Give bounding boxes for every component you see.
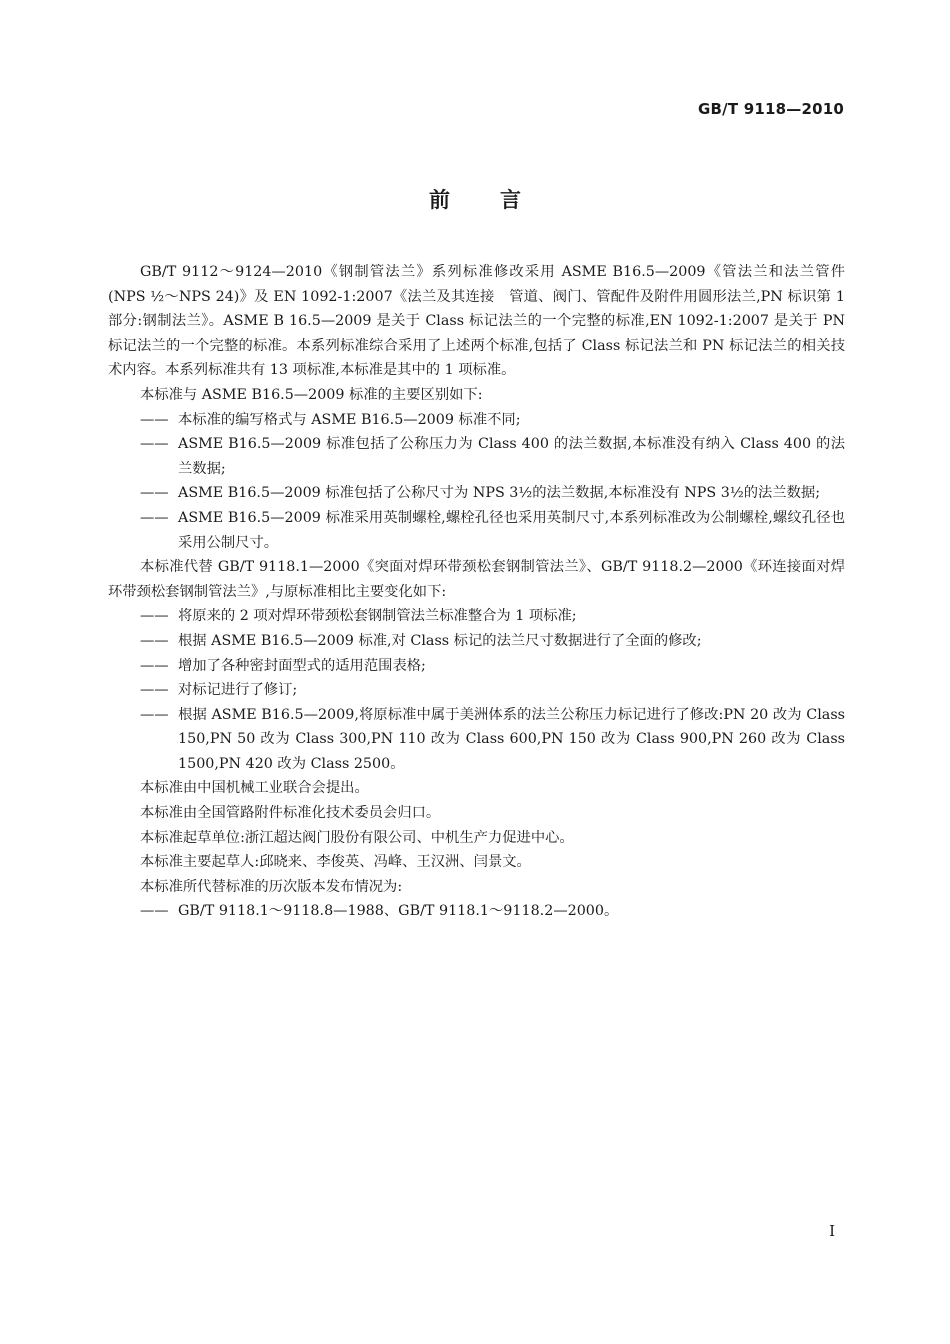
page-title: 前言 xyxy=(429,188,571,212)
dash-marker: —— xyxy=(140,632,169,649)
dash-marker: —— xyxy=(140,608,169,625)
dash-marker: —— xyxy=(140,903,169,920)
dash-marker: —— xyxy=(140,436,169,453)
changes-list xyxy=(108,604,845,776)
paragraph-drafters: 本标准主要起草人:邱晓来、李俊英、冯峰、王汉洲、闫景文。 xyxy=(140,854,531,871)
list-item: —— ASME B16.5—2009 标准包括了公称压力为 Class 400 的法兰数据,本标准没有纳入 Class 400 的法兰数据; xyxy=(140,432,845,481)
standard-code-header: GB/T 9118—2010 xyxy=(698,100,844,118)
list-item: —— 根据 ASME B16.5—2009 标准,对 Class 标记的法兰尺寸数据进行了全面的修改; xyxy=(140,629,845,654)
dash-marker: —— xyxy=(140,485,169,502)
dash-marker: —— xyxy=(140,411,169,428)
paragraph-drafting-units: 本标准起草单位:浙江超达阀门股份有限公司、中机生产力促进中心。 xyxy=(140,829,574,846)
list-item: —— 对标记进行了修订; xyxy=(140,678,845,703)
paragraph-differences: 本标准与 ASME B16.5—2009 标准的主要区别如下: xyxy=(140,386,483,403)
list-item: —— 将原来的 2 项对焊环带颈松套钢制管法兰标准整合为 1 项标准; xyxy=(140,604,845,629)
paragraph-committee: 本标准由全国管路附件标准化技术委员会归口。 xyxy=(140,805,441,822)
list-item: —— ASME B16.5—2009 标准采用英制螺栓,螺栓孔径也采用英制尺寸,本系列标准改为公制螺栓,螺纹孔径也采用公制尺寸。 xyxy=(140,506,845,555)
dash-marker: —— xyxy=(140,706,169,723)
paragraph-replacement: 本标准代替 GB/T 9118.1—2000《突面对焊环带颈松套钢制管法兰》、GB/T 9118.2—2000《环连接面对焊环带颈松套钢制管法兰》,与原标准相比主要变化如下: xyxy=(108,559,845,600)
list-item: —— ASME B16.5—2009 标准包括了公称尺寸为 NPS 3½的法兰数据,本标准没有 NPS 3½的法兰数据; xyxy=(140,481,845,506)
paragraph-history: 本标准所代替标准的历次版本发布情况为: xyxy=(140,878,403,895)
history-list xyxy=(108,899,845,924)
dash-marker: —— xyxy=(140,657,169,674)
differences-list xyxy=(108,408,845,556)
list-item: —— 本标准的编写格式与 ASME B16.5—2009 标准不同; xyxy=(140,408,845,433)
paragraph-intro: GB/T 9112～9124—2010《钢制管法兰》系列标准修改采用 ASME B16.5—2009《管法兰和法兰管件(NPS ½～NPS 24)》及 EN 1092-1:2007《法兰及其连接 管道、阀门、管配件及附件用圆形法兰,PN 标识第 1 部分:钢制法兰》。ASME B 16.5—2009 是关于 Class 标记法兰的一个完整的标准,EN 1092-1:2007 是关于 PN 标记法兰的一个完整的标准。本系列标准综合采用了上述两个标准,包括了 Class 标记法兰和 PN 标记法兰的相关技术内容。本系列标准共有 13 项标准,本标准是其中的 1 项标准。 xyxy=(108,264,845,379)
page-number: I xyxy=(829,1222,835,1240)
paragraph-proposer: 本标准由中国机械工业联合会提出。 xyxy=(140,780,369,797)
document-body xyxy=(108,260,845,924)
list-item: —— 根据 ASME B16.5—2009,将原标准中属于美洲体系的法兰公称压力标记进行了修改:PN 20 改为 Class 150,PN 50 改为 Class 300,PN 110 改为 Class 600,PN 150 改为 Class 900,PN 260 改为 Class 1500,PN 420 改为 Class 2500。 xyxy=(140,703,845,777)
list-item: —— 增加了各种密封面型式的适用范围表格; xyxy=(140,654,845,679)
list-item: —— GB/T 9118.1～9118.8—1988、GB/T 9118.1～9118.2—2000。 xyxy=(140,899,845,924)
dash-marker: —— xyxy=(140,509,169,526)
dash-marker: —— xyxy=(140,682,169,699)
